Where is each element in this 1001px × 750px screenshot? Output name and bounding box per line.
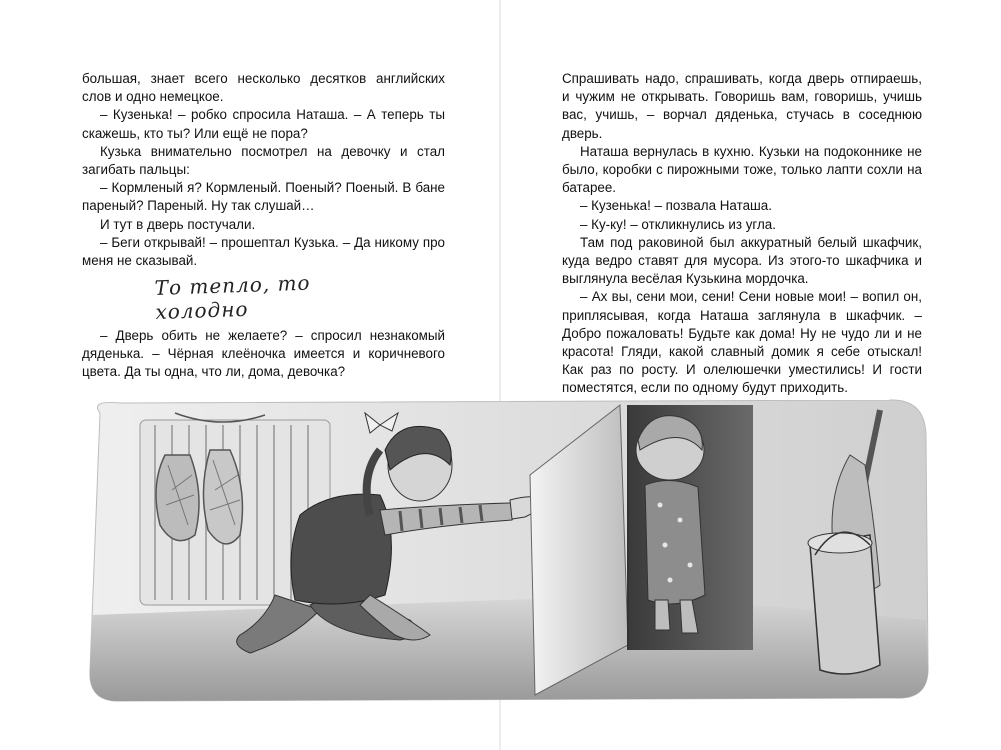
chapter-title: То тепло, то холодно bbox=[154, 270, 311, 324]
paragraph: Спрашивать надо, спрашивать, когда дверь отпираешь, и чужим не открывать. Говоришь вам, говоришь, учишь вас, учишь, – ворчал дяденька, стучась в соседнюю дверь. bbox=[562, 71, 922, 141]
illustration-icon bbox=[80, 395, 932, 705]
left-top-text bbox=[82, 70, 445, 270]
paragraph: Наташа вернулась в кухню. Кузьки на подоконнике не было, коробки с пирожными тоже, только лапти сохли на батарее. bbox=[562, 143, 922, 196]
paragraph: Кузька внимательно посмотрел на девочку и стал загибать пальцы: bbox=[82, 143, 445, 178]
floor bbox=[90, 595, 928, 701]
paragraph: – Ах вы, сени мои, сени! Сени новые мои! – вопил он, приплясывая, когда Наташа заглянула в шкафчик. – Добро пожаловать! Будьте как дома! Ну не чудо ли и не красота! Гляди, какой славный домик я себе отыскал! Как раз по росту. И олелюшечки уместились! И гости поместятся, если по одному будут приходить. bbox=[562, 289, 922, 396]
paragraph: – Кузенька! – позвала Наташа. bbox=[580, 198, 772, 214]
right-top-text bbox=[562, 70, 922, 398]
paragraph: И тут в дверь постучали. bbox=[100, 216, 256, 232]
left-bottom-text bbox=[82, 327, 445, 382]
paragraph: – Дверь обить не желаете? – спросил незнакомый дяденька. – Чёрная клеёночка имеется и коричневого цвета. Да ты одна, что ли, дома, девочка? bbox=[82, 328, 445, 380]
paragraph: – Беги открывай! – прошептал Кузька. – Да никому про меня не сказывай. bbox=[82, 234, 445, 269]
paragraph: большая, знает всего несколько десятков английских слов и одно немецкое. bbox=[82, 71, 445, 105]
paragraph: – Кузенька! – робко спросила Наташа. – А теперь ты скажешь, кто ты? Или ещё не пора? bbox=[82, 107, 445, 141]
paragraph: Там под раковиной был аккуратный белый шкафчик, куда ведро ставят для мусора. Из этого-то шкафчика и выглянула весёлая Кузькина мордочка. bbox=[562, 234, 922, 287]
paragraph: – Ку-ку! – откликнулись из угла. bbox=[580, 216, 776, 232]
paragraph: – Кормленый я? Кормленый. Поеный? Поеный. В бане пареный? Пареный. Ну так слушай… bbox=[82, 180, 445, 214]
bucket bbox=[808, 532, 880, 674]
